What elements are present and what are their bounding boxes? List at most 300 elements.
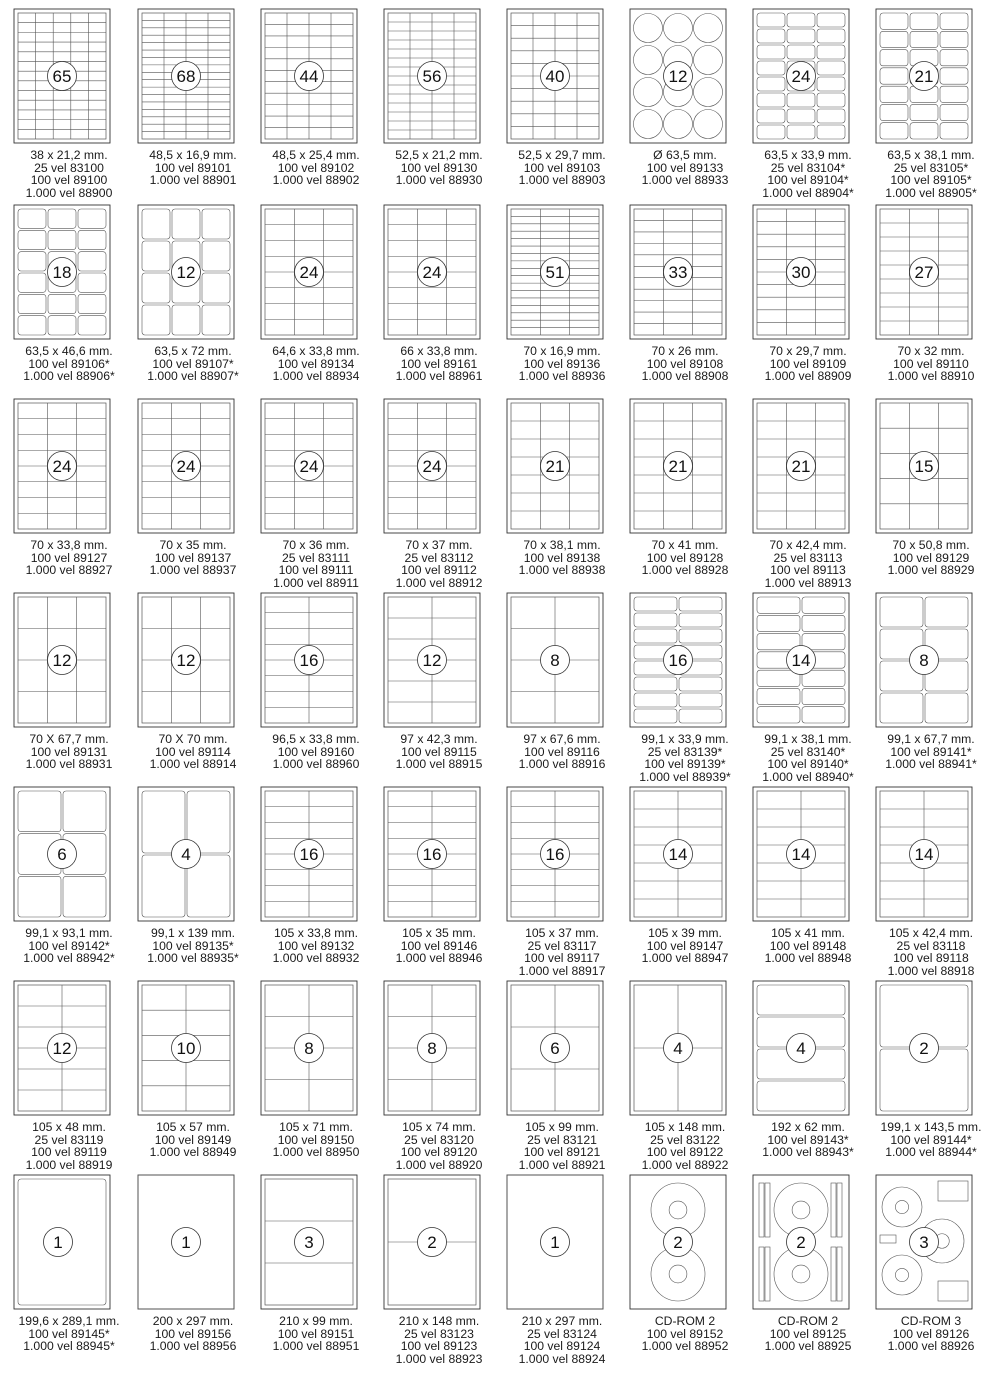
order-code: 1.000 vel 88916: [518, 757, 606, 772]
sheet-diagram: [506, 1174, 604, 1310]
sheet-caption: [132, 1315, 254, 1353]
label-count: 8: [550, 651, 560, 670]
label-count: 12: [176, 263, 196, 282]
order-code: 100 vel 89119: [31, 1145, 107, 1160]
order-code: 25 vel 83120: [404, 1132, 474, 1147]
order-code: 25 vel 83100: [34, 160, 104, 175]
label-count: 24: [299, 263, 319, 282]
label-size: 105 x 41 mm.: [771, 926, 845, 940]
order-code: 100 vel 89123: [400, 1339, 478, 1354]
order-code: 100 vel 89148: [769, 938, 847, 953]
label-size: CD-ROM 2: [777, 1314, 839, 1328]
label-size: 97 x 67,6 mm.: [523, 732, 601, 746]
label-size: 200 x 297 mm.: [152, 1314, 234, 1328]
order-code: 100 vel 89109: [769, 356, 847, 371]
sheet-caption: [501, 1315, 623, 1365]
label-size: 105 x 48 mm.: [32, 1120, 106, 1134]
label-size: 70 x 37 mm.: [405, 538, 473, 552]
sheet-diagram: [137, 980, 235, 1116]
label-size: 105 x 33,8 mm.: [274, 926, 358, 940]
order-code: 1.000 vel 88923: [395, 1351, 483, 1366]
order-code: 1.000 vel 88908: [641, 369, 729, 384]
sheet-caption: [8, 539, 130, 577]
label-size: 99,1 x 38,1 mm.: [764, 732, 852, 746]
sheet-caption: [747, 1121, 869, 1159]
order-code: 1.000 vel 88924: [518, 1351, 606, 1366]
label-size: 63,5 x 38,1 mm.: [887, 148, 975, 162]
sheet-diagram: [629, 8, 727, 144]
label-size: 38 x 21,2 mm.: [30, 148, 108, 162]
sheet-diagram: [875, 398, 973, 534]
label-size: 70 x 26 mm.: [651, 344, 719, 358]
label-size: 210 x 148 mm.: [398, 1314, 480, 1328]
sheet-caption: [624, 1315, 746, 1353]
order-code: 1.000 vel 88945*: [23, 1339, 115, 1354]
order-code: 100 vel 89134: [277, 356, 355, 371]
sheet-diagram: [629, 786, 727, 922]
sheet-diagram: [629, 204, 727, 340]
label-count-badge: [172, 62, 201, 91]
label-count-badge: [664, 840, 693, 869]
label-count-badge: [172, 646, 201, 675]
label-size: 105 x 74 mm.: [402, 1120, 476, 1134]
label-count-badge: [418, 1034, 447, 1063]
order-code: 1.000 vel 88905*: [885, 185, 977, 200]
order-code: 100 vel 89105*: [890, 173, 972, 188]
label-count-badge: [664, 452, 693, 481]
sheet-diagram: [383, 786, 481, 922]
sheet-caption: [870, 345, 992, 383]
label-size: 52,5 x 21,2 mm.: [395, 148, 483, 162]
order-code: 100 vel 89111: [278, 563, 354, 578]
label-size: 63,5 x 72 mm.: [154, 344, 232, 358]
sheet-caption: [255, 539, 377, 589]
order-code: 1.000 vel 88942*: [23, 951, 115, 966]
sheet-caption: [747, 927, 869, 965]
sheet-diagram: [383, 592, 481, 728]
sheet-diagram: [137, 398, 235, 534]
label-size: 52,5 x 29,7 mm.: [518, 148, 606, 162]
label-count: 24: [422, 263, 442, 282]
label-size: 70 x 41 mm.: [651, 538, 719, 552]
sheet-caption: [624, 1121, 746, 1171]
sheet-diagram: [875, 8, 973, 144]
sheet-caption: [870, 1121, 992, 1159]
label-count: 21: [791, 457, 811, 476]
order-code: 100 vel 89126: [892, 1326, 970, 1341]
order-code: 1.000 vel 88940*: [762, 769, 854, 784]
label-count-badge: [787, 1228, 816, 1257]
order-code: 1.000 vel 88902: [272, 173, 360, 188]
label-count: 33: [668, 263, 688, 282]
order-code: 100 vel 89108: [646, 356, 724, 371]
label-count-badge: [541, 1228, 570, 1257]
order-code: 1.000 vel 88950: [272, 1145, 360, 1160]
label-size: 48,5 x 25,4 mm.: [272, 148, 360, 162]
label-count: 24: [299, 457, 319, 476]
order-code: 1.000 vel 88936: [518, 369, 606, 384]
order-code: 1.000 vel 88901: [149, 173, 237, 188]
sheet-diagram: [13, 398, 111, 534]
label-count-badge: [664, 1228, 693, 1257]
order-code: 1.000 vel 88934: [272, 369, 360, 384]
label-size: 105 x 35 mm.: [402, 926, 476, 940]
label-count: 14: [668, 845, 688, 864]
sheet-caption: [747, 1315, 869, 1353]
order-code: 1.000 vel 88906*: [23, 369, 115, 384]
order-code: 100 vel 89144*: [890, 1132, 972, 1147]
label-count: 44: [299, 67, 319, 86]
label-count: 12: [668, 67, 688, 86]
sheet-caption: [255, 1121, 377, 1159]
label-count-badge: [172, 1034, 201, 1063]
label-size: CD-ROM 2: [654, 1314, 716, 1328]
order-code: 1.000 vel 88900: [25, 185, 113, 200]
sheet-caption: [624, 539, 746, 577]
sheet-caption: [378, 1121, 500, 1171]
label-count: 4: [796, 1039, 806, 1058]
sheet-diagram: [383, 1174, 481, 1310]
label-count: 56: [422, 67, 442, 86]
label-size: 99,1 x 67,7 mm.: [887, 732, 975, 746]
label-size: 66 x 33,8 mm.: [400, 344, 478, 358]
order-code: 100 vel 89156: [154, 1326, 232, 1341]
order-code: 1.000 vel 88927: [25, 563, 113, 578]
sheet-caption: [8, 1315, 130, 1353]
sheet-caption: [747, 539, 869, 589]
label-count: 4: [673, 1039, 683, 1058]
sheet-diagram: [875, 786, 973, 922]
order-code: 100 vel 89107*: [152, 356, 234, 371]
label-count-badge: [295, 258, 324, 287]
label-size: 96,5 x 33,8 mm.: [272, 732, 360, 746]
order-code: 100 vel 89118: [893, 951, 969, 966]
sheet-diagram: [752, 592, 850, 728]
order-code: 1.000 vel 88947: [641, 951, 729, 966]
label-count-badge: [295, 1228, 324, 1257]
sheet-diagram: [629, 980, 727, 1116]
label-count-badge: [787, 646, 816, 675]
order-code: 25 vel 83121: [527, 1132, 597, 1147]
order-code: 1.000 vel 88907*: [147, 369, 239, 384]
label-count: 27: [914, 263, 934, 282]
sheet-diagram: [629, 1174, 727, 1310]
label-count-badge: [541, 646, 570, 675]
label-count-badge: [910, 258, 939, 287]
sheet-caption: [870, 539, 992, 577]
label-count-badge: [48, 452, 77, 481]
sheet-caption: [501, 345, 623, 383]
label-count: 16: [668, 651, 688, 670]
label-count: 1: [53, 1233, 63, 1252]
order-code: 100 vel 89161: [400, 356, 478, 371]
order-code: 100 vel 89101: [154, 160, 232, 175]
order-code: 1.000 vel 88918: [887, 963, 975, 978]
sheet-diagram: [13, 592, 111, 728]
label-size: 70 X 67,7 mm.: [29, 732, 109, 746]
order-code: 100 vel 89117: [524, 951, 600, 966]
order-code: 1.000 vel 88912: [395, 575, 483, 590]
sheet-caption: [624, 149, 746, 187]
label-count: 16: [299, 651, 319, 670]
order-code: 1.000 vel 88921: [518, 1157, 606, 1172]
order-code: 100 vel 89138: [523, 550, 601, 565]
label-size: 70 x 33,8 mm.: [30, 538, 108, 552]
label-count-badge: [418, 840, 447, 869]
label-count: 30: [791, 263, 811, 282]
label-count-badge: [44, 1228, 73, 1257]
label-size: 105 x 57 mm.: [156, 1120, 230, 1134]
label-count: 12: [52, 1039, 72, 1058]
label-count-badge: [664, 62, 693, 91]
sheet-diagram: [875, 1174, 973, 1310]
label-count: 2: [673, 1233, 683, 1252]
sheet-caption: [378, 149, 500, 187]
sheet-caption: [501, 927, 623, 977]
sheet-diagram: [506, 398, 604, 534]
order-code: 1.000 vel 88925: [764, 1339, 852, 1354]
label-count: 8: [919, 651, 929, 670]
order-code: 1.000 vel 88952: [641, 1339, 729, 1354]
order-code: 1.000 vel 88920: [395, 1157, 483, 1172]
label-count-badge: [48, 646, 77, 675]
order-code: 100 vel 89151: [277, 1326, 355, 1341]
label-count: 16: [545, 845, 565, 864]
sheet-diagram: [260, 204, 358, 340]
sheet-caption: [501, 539, 623, 577]
label-size: 70 x 38,1 mm.: [523, 538, 601, 552]
sheet-diagram: [137, 204, 235, 340]
order-code: 100 vel 89160: [277, 744, 355, 759]
sheet-diagram: [260, 1174, 358, 1310]
label-count-badge: [48, 62, 77, 91]
sheet-caption: [870, 733, 992, 771]
label-count-badge: [48, 1034, 77, 1063]
label-size: 199,1 x 143,5 mm.: [880, 1120, 982, 1134]
label-count-badge: [910, 452, 939, 481]
order-code: 100 vel 89125: [769, 1326, 847, 1341]
label-count-badge: [910, 1228, 939, 1257]
order-code: 100 vel 89137: [154, 550, 232, 565]
sheet-diagram: [383, 398, 481, 534]
label-size: 70 X 70 mm.: [158, 732, 228, 746]
sheet-caption: [255, 149, 377, 187]
order-code: 100 vel 89131: [30, 744, 108, 759]
sheet-caption: [747, 149, 869, 199]
sheet-diagram: [260, 398, 358, 534]
sheet-diagram: [875, 980, 973, 1116]
order-code: 100 vel 89129: [892, 550, 970, 565]
order-code: 100 vel 89135*: [152, 938, 234, 953]
order-code: 100 vel 89150: [277, 1132, 355, 1147]
order-code: 1.000 vel 88946: [395, 951, 483, 966]
label-count: 6: [550, 1039, 560, 1058]
order-code: 1.000 vel 88931: [25, 757, 113, 772]
sheet-caption: [255, 733, 377, 771]
label-count-badge: [172, 452, 201, 481]
sheet-diagram: [875, 204, 973, 340]
label-size: 210 x 99 mm.: [279, 1314, 353, 1328]
label-count: 16: [299, 845, 319, 864]
sheet-caption: [8, 345, 130, 383]
label-count: 14: [914, 845, 934, 864]
sheet-caption: [747, 345, 869, 383]
order-code: 100 vel 89152: [646, 1326, 724, 1341]
label-count-badge: [418, 452, 447, 481]
label-count-badge: [541, 452, 570, 481]
label-count-badge: [787, 258, 816, 287]
label-count: 21: [668, 457, 688, 476]
order-code: 100 vel 89104*: [767, 173, 849, 188]
label-count: 68: [176, 67, 196, 86]
order-code: 25 vel 83124: [527, 1326, 597, 1341]
label-count: 24: [422, 457, 442, 476]
order-code: 100 vel 89112: [401, 563, 477, 578]
sheet-diagram: [260, 592, 358, 728]
label-size: 105 x 37 mm.: [525, 926, 599, 940]
label-count: 15: [914, 457, 934, 476]
label-count: 18: [52, 263, 72, 282]
order-code: 1.000 vel 88910: [887, 369, 975, 384]
sheet-diagram: [13, 204, 111, 340]
label-count-badge: [295, 452, 324, 481]
sheet-diagram: [137, 8, 235, 144]
label-count: 24: [52, 457, 72, 476]
order-code: 100 vel 89130: [400, 160, 478, 175]
sheet-caption: [8, 149, 130, 199]
sheet-caption: [8, 1121, 130, 1171]
label-count: 1: [550, 1233, 560, 1252]
order-code: 1.000 vel 88939*: [639, 769, 731, 784]
label-count-badge: [295, 840, 324, 869]
label-count-badge: [664, 1034, 693, 1063]
label-count-badge: [48, 840, 77, 869]
label-count-badge: [541, 258, 570, 287]
label-count-badge: [295, 62, 324, 91]
order-code: 1.000 vel 88928: [641, 563, 729, 578]
sheet-caption: [132, 1121, 254, 1159]
sheet-caption: [747, 733, 869, 783]
order-code: 1.000 vel 88903: [518, 173, 606, 188]
sheet-caption: [378, 1315, 500, 1365]
order-code: 1.000 vel 88937: [149, 563, 237, 578]
sheet-diagram: [383, 204, 481, 340]
label-count-badge: [787, 840, 816, 869]
order-code: 1.000 vel 88948: [764, 951, 852, 966]
order-code: 100 vel 89146: [400, 938, 478, 953]
label-size: 70 x 29,7 mm.: [769, 344, 847, 358]
label-size: 63,5 x 46,6 mm.: [25, 344, 113, 358]
label-size: 70 x 35 mm.: [159, 538, 227, 552]
order-code: 25 vel 83139*: [647, 744, 723, 759]
order-code: 1.000 vel 88949: [149, 1145, 237, 1160]
label-size: 70 x 16,9 mm.: [523, 344, 601, 358]
order-code: 25 vel 83104*: [770, 160, 846, 175]
label-count: 21: [545, 457, 565, 476]
label-size: 105 x 148 mm.: [644, 1120, 726, 1134]
order-code: 25 vel 83105*: [893, 160, 969, 175]
label-count: 2: [427, 1233, 437, 1252]
order-code: 1.000 vel 88938: [518, 563, 606, 578]
order-code: 1.000 vel 88904*: [762, 185, 854, 200]
order-code: 25 vel 83118: [896, 938, 966, 953]
label-count-badge: [172, 1228, 201, 1257]
label-count: 65: [52, 67, 72, 86]
label-count-badge: [910, 1034, 939, 1063]
order-code: 1.000 vel 88944*: [885, 1145, 977, 1160]
order-code: 100 vel 89100: [30, 173, 108, 188]
label-count: 1: [181, 1233, 191, 1252]
label-size: 99,1 x 33,9 mm.: [641, 732, 729, 746]
order-code: 100 vel 89116: [524, 744, 600, 759]
sheet-caption: [501, 1121, 623, 1171]
order-code: 100 vel 89147: [646, 938, 724, 953]
sheet-diagram: [137, 592, 235, 728]
label-count: 8: [304, 1039, 314, 1058]
order-code: 1.000 vel 88932: [272, 951, 360, 966]
label-count-badge: [48, 258, 77, 287]
label-size: 64,6 x 33,8 mm.: [272, 344, 360, 358]
order-code: 1.000 vel 88911: [273, 575, 359, 590]
sheet-caption: [624, 345, 746, 383]
order-code: 100 vel 89113: [770, 563, 846, 578]
order-code: 100 vel 89136: [523, 356, 601, 371]
order-code: 1.000 vel 88956: [149, 1339, 237, 1354]
sheet-caption: [624, 927, 746, 965]
label-size: 105 x 71 mm.: [279, 1120, 353, 1134]
sheet-diagram: [875, 592, 973, 728]
label-count: 12: [52, 651, 72, 670]
label-count: 8: [427, 1039, 437, 1058]
sheet-diagram: [13, 786, 111, 922]
order-code: 1.000 vel 88909: [764, 369, 852, 384]
order-code: 100 vel 89120: [400, 1145, 478, 1160]
label-size: 192 x 62 mm.: [771, 1120, 845, 1134]
order-code: 25 vel 83113: [773, 550, 843, 565]
sheet-diagram: [506, 786, 604, 922]
label-count: 14: [791, 651, 811, 670]
order-code: 100 vel 89128: [646, 550, 724, 565]
order-code: 100 vel 89110: [893, 356, 969, 371]
label-size: 99,1 x 93,1 mm.: [25, 926, 113, 940]
sheet-caption: [255, 927, 377, 965]
label-count: 10: [176, 1039, 196, 1058]
label-size: 70 x 42,4 mm.: [769, 538, 847, 552]
sheet-diagram: [13, 980, 111, 1116]
label-size: 105 x 42,4 mm.: [889, 926, 973, 940]
order-code: 25 vel 83117: [527, 938, 597, 953]
label-count: 2: [919, 1039, 929, 1058]
label-count-badge: [664, 258, 693, 287]
sheet-diagram: [629, 592, 727, 728]
label-count-badge: [664, 646, 693, 675]
order-code: 1.000 vel 88926: [887, 1339, 975, 1354]
sheet-caption: [378, 927, 500, 965]
order-code: 1.000 vel 88941*: [885, 757, 977, 772]
sheet-caption: [378, 539, 500, 589]
order-code: 100 vel 89106*: [28, 356, 110, 371]
sheet-caption: [378, 345, 500, 383]
label-size: Ø 63,5 mm.: [653, 148, 717, 162]
order-code: 1.000 vel 88943*: [762, 1145, 854, 1160]
sheet-diagram: [629, 398, 727, 534]
label-count-badge: [295, 1034, 324, 1063]
label-size: CD-ROM 3: [900, 1314, 962, 1328]
label-count-badge: [172, 258, 201, 287]
sheet-caption: [501, 149, 623, 187]
label-count: 3: [919, 1233, 929, 1252]
label-size: 105 x 99 mm.: [525, 1120, 599, 1134]
